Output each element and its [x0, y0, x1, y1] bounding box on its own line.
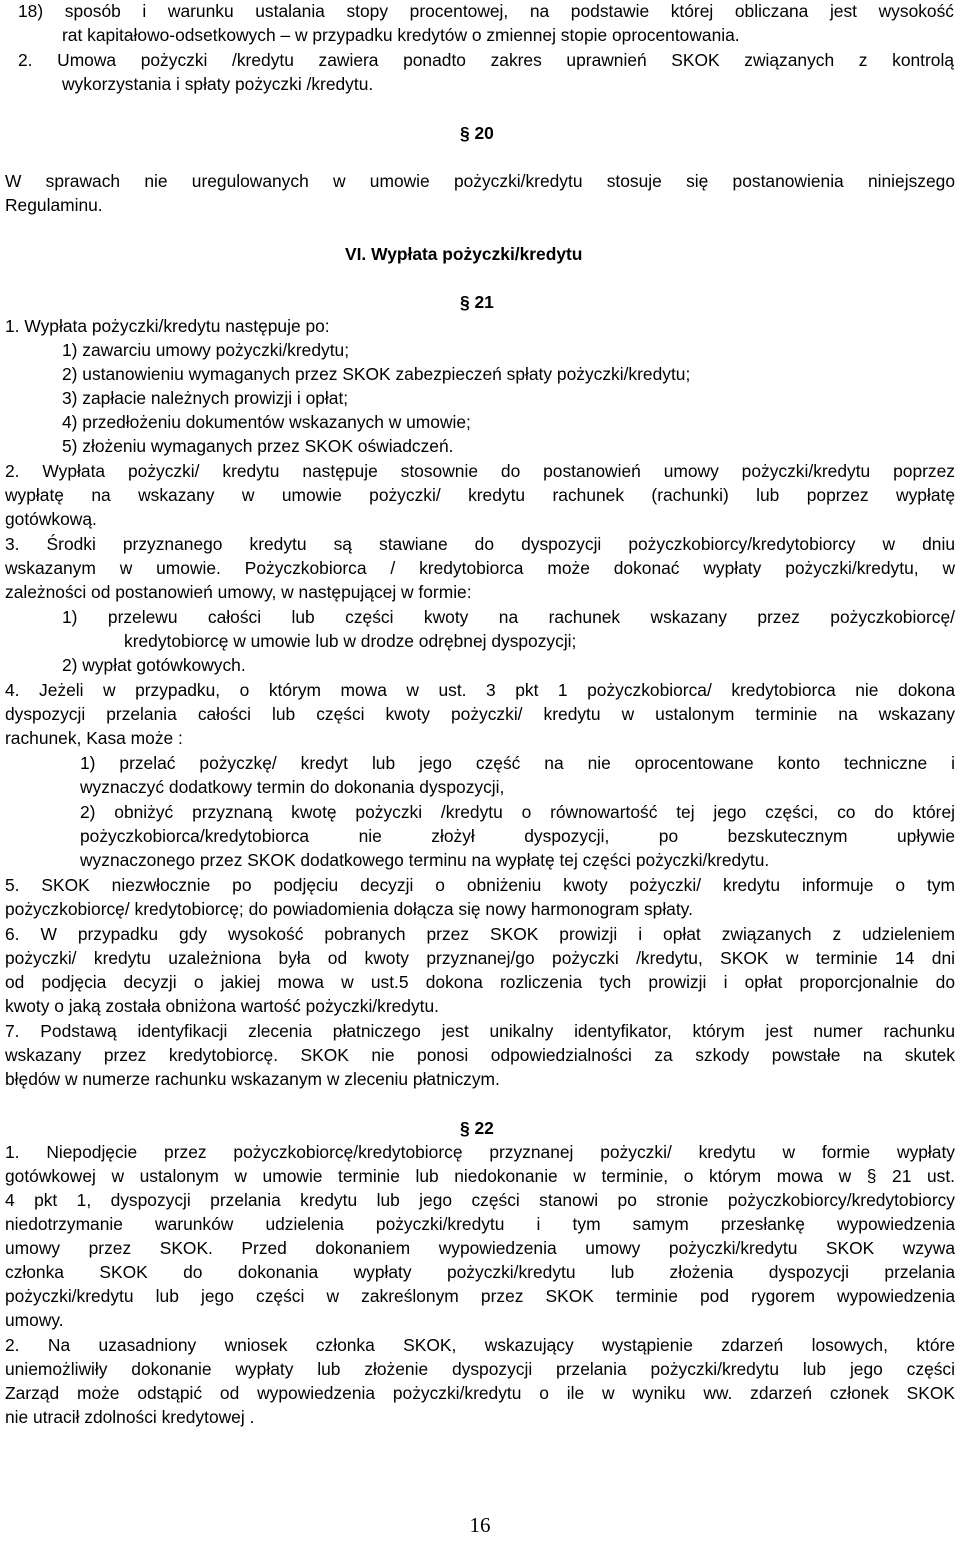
s22-p1-line3: 4 pkt 1, dyspozycji przelania kredytu lub jego części stanowi po stronie pożyczkobiorcy/kredytobiorcy: [5, 1190, 955, 1210]
s21-p7-line3: błędów w numerze rachunku wskazanym w zleceniu płatniczym.: [5, 1069, 500, 1089]
s21-p1-item2: 2) ustanowieniu wymaganych przez SKOK zabezpieczeń spłaty pożyczki/kredytu;: [62, 364, 691, 384]
s22-p1-line1: 1. Niepodjęcie przez pożyczkobiorcę/kredytobiorcę przyznanej pożyczki/ kredytu w formie wypłaty: [5, 1142, 955, 1162]
s21-p2-line1: 2. Wypłata pożyczki/ kredytu następuje stosownie do postanowień umowy pożyczki/kredytu poprzez: [5, 461, 955, 481]
s21-p4-line2: dyspozycji przelania całości lub części kwoty pożyczki/ kredytu w ustalonym terminie na wskazany: [5, 704, 955, 724]
chapter-heading: VI. Wypłata pożyczki/kredytu: [345, 244, 583, 264]
s21-p1-item4: 4) przedłożeniu dokumentów wskazanych w umowie;: [62, 412, 471, 432]
section-21-heading: § 21: [460, 292, 494, 312]
s21-p4-item1-line2: wyznaczyć dodatkowy termin do dokonania dyspozycji,: [80, 777, 505, 797]
s21-p2-line2: wypłatę na wskazany w umowie pożyczki/ kredytu rachunek (rachunki) lub poprzez wypłatę: [5, 485, 955, 505]
s21-p2-line3: gotówkową.: [5, 509, 97, 529]
s21-p4-line1: 4. Jeżeli w przypadku, o którym mowa w ust. 3 pkt 1 pożyczkobiorca/ kredytobiorca nie dokona: [5, 680, 955, 700]
s22-p2-line4: nie utracił zdolności kredytowej .: [5, 1407, 255, 1427]
s21-p5-line2: pożyczkobiorcę/ kredytobiorcę; do powiadomienia dołącza się nowy harmonogram spłaty.: [5, 899, 693, 919]
s22-p1-line5: umowy przez SKOK. Przed dokonaniem wypowiedzenia umowy pożyczki/kredytu SKOK wzywa: [5, 1238, 955, 1258]
s21-p7-line2: wskazany przez kredytobiorcę. SKOK nie ponosi odpowiedzialności za szkody powstałe na skutek: [5, 1045, 955, 1065]
page-number: 16: [469, 1513, 491, 1537]
s21-p1-item5: 5) złożeniu wymaganych przez SKOK oświadczeń.: [62, 436, 454, 456]
s21-p4-item1-line1: 1) przelać pożyczkę/ kredyt lub jego część na nie oprocentowane konto techniczne i: [80, 753, 955, 773]
s21-p3-line2: wskazanym w umowie. Pożyczkobiorca / kredytobiorca może dokonać wypłaty pożyczki/kredytu, w: [5, 558, 955, 578]
s21-p3-line3: zależności od postanowień umowy, w następującej w formie:: [5, 582, 472, 602]
s21-p6-line2: pożyczki/ kredytu uzależniona była od kwoty przyznanej/go pożyczki /kredytu, SKOK w terminie 14 dni: [5, 948, 955, 968]
s22-p2-line1: 2. Na uzasadniony wniosek członka SKOK, wskazujący wystąpienie zdarzeń losowych, które: [5, 1335, 955, 1355]
s21-p3-item1-line1: 1) przelewu całości lub części kwoty na rachunek wskazany przez pożyczkobiorcę/: [62, 607, 955, 627]
s21-p3-item2: 2) wypłat gotówkowych.: [62, 655, 246, 675]
list-item-18-line2: rat kapitałowo-odsetkowych – w przypadku kredytów o zmiennej stopie oprocentowania.: [62, 25, 740, 45]
s21-p6-line1: 6. W przypadku gdy wysokość pobranych przez SKOK prowizji i opłat związanych z udzieleniem: [5, 924, 955, 944]
s22-p1-line2: gotówkowej w ustalonym w umowie terminie lub niedokonanie w terminie, o którym mowa w § 21 ust.: [5, 1166, 955, 1186]
s21-p5-line1: 5. SKOK niezwłocznie po podjęciu decyzji o obniżeniu kwoty pożyczki/ kredytu informuje o tym: [5, 875, 955, 895]
s21-p1-item3: 3) zapłacie należnych prowizji i opłat;: [62, 388, 349, 408]
s21-p6-line4: kwoty o jaką została obniżona wartość pożyczki/kredytu.: [5, 996, 440, 1016]
s21-p4-line3: rachunek, Kasa może :: [5, 728, 183, 748]
s22-p2-line2: uniemożliwiły dokonanie wypłaty lub złożenie dyspozycji przelania pożyczki/kredytu lub jego części: [5, 1359, 955, 1379]
paragraph-2-line2: wykorzystania i spłaty pożyczki /kredytu.: [62, 74, 374, 94]
s21-p1-item1: 1) zawarciu umowy pożyczki/kredytu;: [62, 340, 350, 360]
section-22-heading: § 22: [460, 1118, 494, 1138]
paragraph-2-line1: 2. Umowa pożyczki /kredytu zawiera ponadto zakres uprawnień SKOK związanych z kontrolą: [18, 50, 954, 70]
section-20-line1: W sprawach nie uregulowanych w umowie pożyczki/kredytu stosuje się postanowienia niniejszego: [5, 171, 955, 191]
section-20-heading: § 20: [460, 123, 494, 143]
s21-p1: 1. Wypłata pożyczki/kredytu następuje po:: [5, 316, 330, 336]
s21-p3-item1-line2: kredytobiorcę w umowie lub w drodze odrębnej dyspozycji;: [124, 631, 577, 651]
s21-p4-item2-line2: pożyczkobiorca/kredytobiorca nie złożył dyspozycji, po bezskutecznym upływie: [80, 826, 955, 846]
s21-p4-item2-line3: wyznaczonego przez SKOK dodatkowego terminu na wypłatę tej części pożyczki/kredytu.: [80, 850, 770, 870]
s22-p1-line6: członka SKOK do dokonania wypłaty pożyczki/kredytu lub złożenia dyspozycji przelania: [5, 1262, 955, 1282]
s22-p2-line3: Zarząd może odstąpić od wypowiedzenia pożyczki/kredytu o ile w wyniku ww. zdarzeń członek SKOK: [5, 1383, 955, 1403]
s21-p7-line1: 7. Podstawą identyfikacji zlecenia płatniczego jest unikalny identyfikator, którym jest numer rachunku: [5, 1021, 955, 1041]
s22-p1-line7: pożyczki/kredytu lub jego części w zakreślonym przez SKOK terminie pod rygorem wypowiedzenia: [5, 1286, 955, 1306]
s22-p1-line8: umowy.: [5, 1310, 64, 1330]
s21-p6-line3: od podjęcia decyzji o jakiej mowa w ust.5 dokona rozliczenia tych prowizji i opłat proporcjonalnie do: [5, 972, 955, 992]
s22-p1-line4: niedotrzymanie warunków udzielenia pożyczki/kredytu i tym samym przesłankę wypowiedzenia: [5, 1214, 955, 1234]
section-20-line2: Regulaminu.: [5, 195, 103, 215]
s21-p4-item2-line1: 2) obniżyć przyznaną kwotę pożyczki /kredytu o równowartość tej jego części, co do której: [80, 802, 955, 822]
list-item-18-line1: 18) sposób i warunku ustalania stopy procentowej, na podstawie której obliczana jest wysokość: [18, 1, 954, 21]
s21-p3-line1: 3. Środki przyznanego kredytu są stawiane do dyspozycji pożyczkobiorcy/kredytobiorcy w dniu: [5, 534, 955, 554]
